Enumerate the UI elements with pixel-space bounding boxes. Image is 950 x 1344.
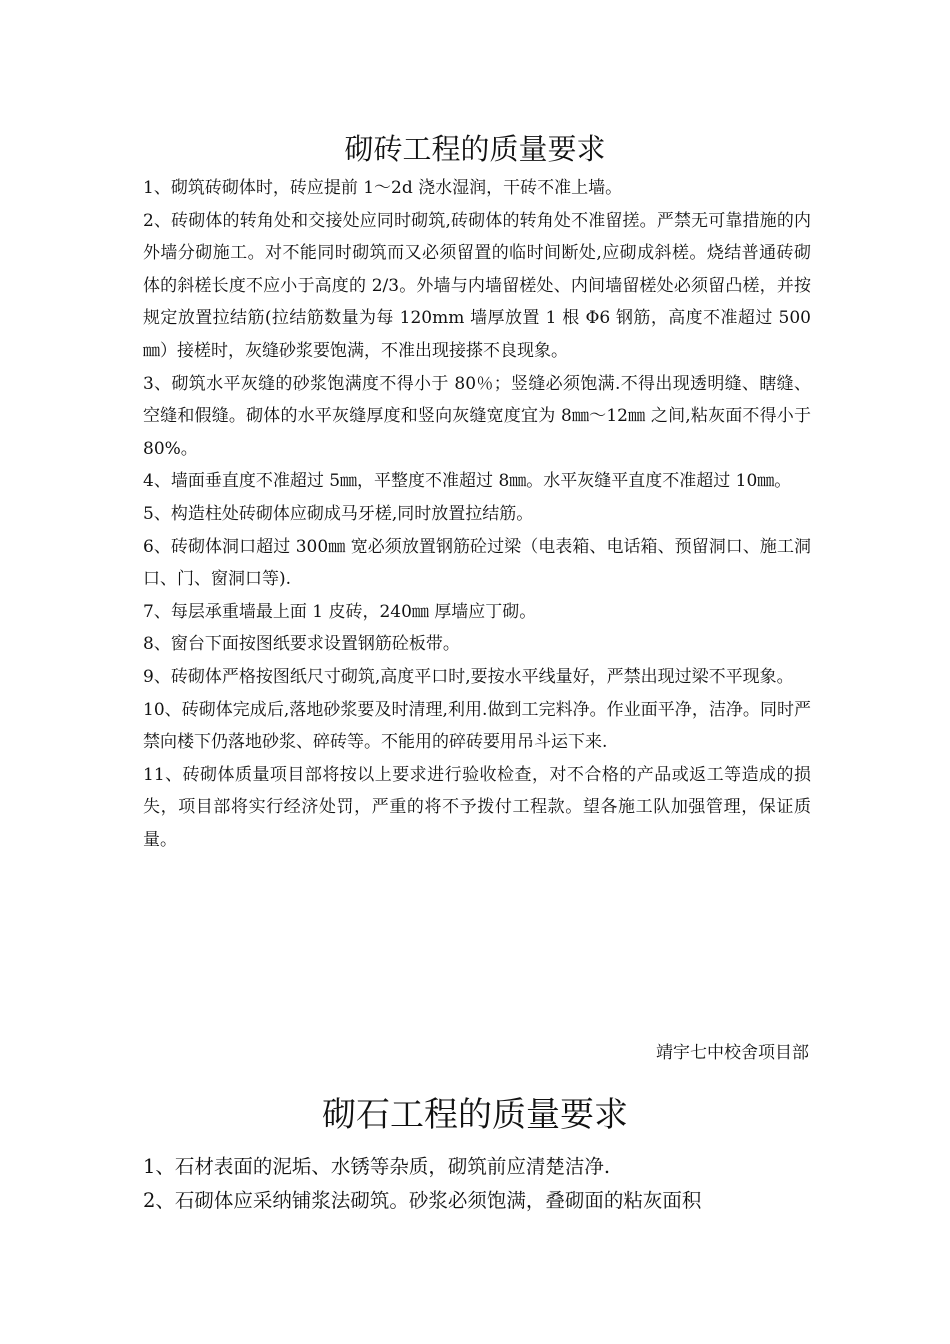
paragraph-item-8: 8、窗台下面按图纸要求设置钢筋砼板带。 xyxy=(143,634,460,655)
paragraph-item-7: 7、每层承重墙最上面 1 皮砖，240㎜ 厚墙应丁砌。 xyxy=(143,601,537,622)
paragraph-item-3: 3、砌筑水平灰缝的砂浆饱满度不得小于 80％；竖缝必须饱满.不得出现透明缝、瞎缝、空缝和假缝。砌体的水平灰缝厚度和竖向灰缝宽度宜为 8㎜～12㎜ 之间,粘灰面不得小于 80%。 xyxy=(143,373,811,459)
section-2-title: 砌石工程的质量要求 xyxy=(322,1095,628,1135)
paragraph-item-1: 1、石材表面的泥垢、水锈等杂质，砌筑前应清楚洁净. xyxy=(143,1155,611,1178)
signature: 靖宇七中校舍项目部 xyxy=(656,1043,809,1063)
paragraph-item-11: 11、砖砌体质量项目部将按以上要求进行验收检查，对不合格的产品或返工等造成的损失，项目部将实行经济处罚，严重的将不予拨付工程款。望各施工队加强管理，保证质量。 xyxy=(143,764,811,850)
section-1-body xyxy=(143,172,811,856)
paragraph-item-1: 1、砌筑砖砌体时，砖应提前 1～2d 浇水湿润，干砖不准上墙。 xyxy=(143,178,623,198)
paragraph-item-4: 4、墙面垂直度不准超过 5㎜，平整度不准超过 8㎜。水平灰缝平直度不准超过 10㎜。 xyxy=(143,471,792,492)
paragraph-item-2: 2、砖砌体的转角处和交接处应同时砌筑,砖砌体的转角处不准留搓。严禁无可靠措施的内外墙分砌施工。对不能同时砌筑而又必须留置的临时间断处,应砌成斜槎。烧结普通砖砌体的斜槎长度不应小于高度的 2/3。外墙与内墙留槎处、内间墙留槎处必须留凸槎，并按规定放置拉结筋(拉结筋数量为每 120mm 墙厚放置 1 根 Φ6 钢筋，高度不准超过 500㎜）接槎时，灰缝砂浆要饱满，不准出现接搽不良现象。 xyxy=(143,210,811,361)
paragraph-item-9: 9、砖砌体严格按图纸尺寸砌筑,高度平口时,要按水平线量好，严禁出现过梁不平现象。 xyxy=(143,666,794,687)
paragraph-item-2: 2、石砌体应采纳铺浆法砌筑。砂浆必须饱满，叠砌面的粘灰面积 xyxy=(143,1189,702,1212)
section-1-title: 砌砖工程的质量要求 xyxy=(344,132,606,166)
paragraph-item-10: 10、砖砌体完成后,落地砂浆要及时清理,利用.做到工完料净。作业面平净，洁净。同时严禁向楼下仍落地砂浆、碎砖等。不能用的碎砖要用吊斗运下来. xyxy=(143,699,811,753)
paragraph-item-6: 6、砖砌体洞口超过 300㎜ 宽必须放置钢筋砼过梁（电表箱、电话箱、预留洞口、施工洞口、门、窗洞口等). xyxy=(143,536,811,590)
section-2-body xyxy=(143,1150,811,1218)
paragraph-item-5: 5、构造柱处砖砌体应砌成马牙槎,同时放置拉结筋。 xyxy=(143,503,534,524)
